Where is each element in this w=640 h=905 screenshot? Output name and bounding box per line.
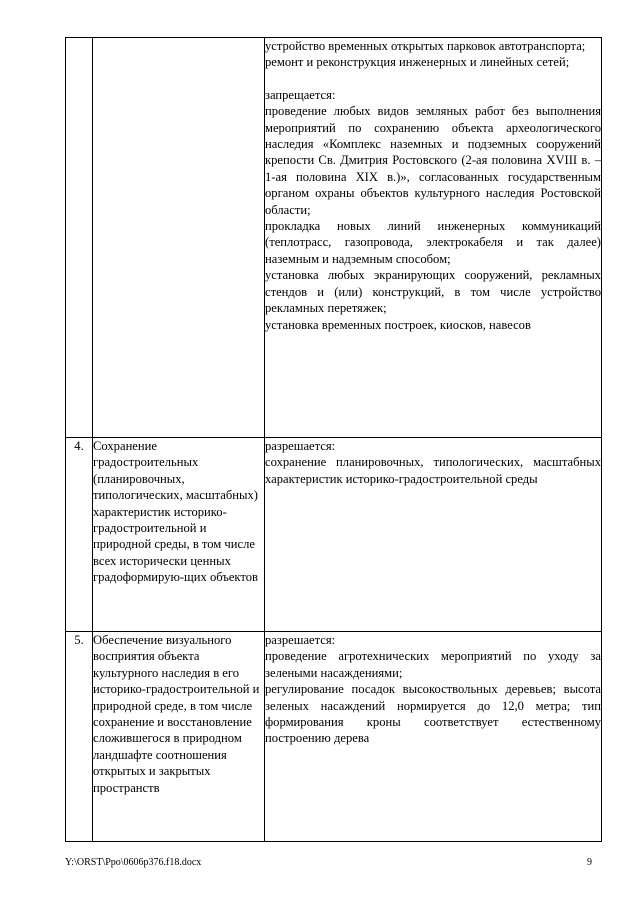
regulations-table bbox=[65, 37, 602, 842]
table-row bbox=[66, 632, 602, 842]
row-rules bbox=[265, 38, 602, 438]
rule-heading: разрешается: bbox=[265, 633, 336, 647]
row-title bbox=[93, 38, 265, 438]
row-title bbox=[93, 632, 265, 842]
rule-item: прокладка новых линий инженерных коммуникаций (теплотрасс, газопровода, электрокабеля и так далее) наземным и надземным способом; bbox=[265, 219, 601, 266]
rule-item: установка любых экранирующих сооружений, рекламных стендов и (или) конструкций, в том числе устройство рекламных перетяжек; bbox=[265, 268, 601, 316]
page-number: 9 bbox=[587, 857, 592, 868]
rule-heading: разрешается: bbox=[265, 439, 336, 453]
rule-item: проведение любых видов земляных работ без выполнения мероприятий по сохранению объекта археологического наследия «Комплекс наземных и подземных сооружений крепости Св. Дмитрия Ростовского (2-ая половина XVIII в. – 1-ая половина XIX в.)», согласованных государственным органом охраны объектов культурного наследия Ростовской области; bbox=[265, 104, 601, 217]
row-rules bbox=[265, 632, 602, 842]
row-rules bbox=[265, 438, 602, 632]
rule-heading: запрещается: bbox=[265, 87, 336, 102]
table-row bbox=[66, 38, 602, 438]
rule-item: установка временных построек, киосков, навесов bbox=[265, 317, 531, 332]
row-title-text: Обеспечение визуального восприятия объекта культурного наследия в его историко-градостроительной и природной среде, в том числе сохранение и восстановление сложившегося в природном ландшафте соотношения открытых и закрытых пространств bbox=[93, 633, 260, 795]
rule-item: устройство временных открытых парковок автотранспорта; bbox=[265, 39, 586, 53]
rule-item: ремонт и реконструкция инженерных и линейных сетей; bbox=[265, 55, 570, 70]
row-title-text: Сохранение градостроительных (планировочных, типологических, масштабных) характеристик историко-градостроительной и природной среды, в том числе всех исторически ценных градоформирую-щих объектов bbox=[93, 439, 258, 585]
row-number: 4. bbox=[66, 438, 93, 632]
rule-item: сохранение планировочных, типологических, масштабных характеристик историко-градостроительной среды bbox=[265, 455, 601, 486]
row-number bbox=[66, 38, 93, 438]
rule-item: проведение агротехнических мероприятий по уходу за зелеными насаждениями; bbox=[265, 649, 601, 680]
row-title bbox=[93, 438, 265, 632]
footer-file-path: Y:\ORST\Ppo\0606p376.f18.docx bbox=[65, 857, 202, 868]
row-number: 5. bbox=[66, 632, 93, 842]
rule-item: регулирование посадок высокоствольных деревьев; высота зеленых насаждений нормируется до 12,0 метра; тип формирования кроны соответствует естественному построению дерева bbox=[265, 682, 601, 746]
table-row bbox=[66, 438, 602, 632]
